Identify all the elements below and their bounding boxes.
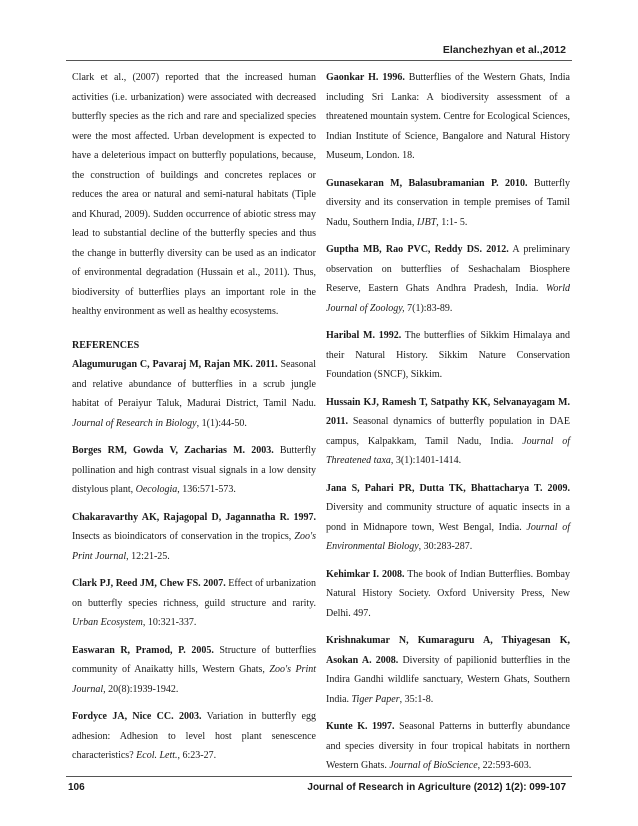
reference-journal: IJBT	[416, 216, 437, 228]
references-list-right	[326, 68, 570, 776]
reference-entry	[72, 508, 316, 567]
reference-text: Variation in butterfly egg adhesion: Adhesion to level host plant senescence characteristics?	[72, 711, 316, 761]
reference-text: Butterfly pollination and high contrast visual signals in a low density distylous plant,	[72, 445, 316, 495]
reference-authors: Krishnakumar N, Kumaraguru A, Thiyagesan K, Asokan A. 2008.	[326, 635, 570, 666]
reference-authors: Fordyce JA, Nice CC. 2003.	[72, 711, 202, 722]
reference-authors: Haribal M. 1992.	[326, 330, 402, 341]
reference-authors: Borges RM, Gowda V, Zacharias M. 2003.	[72, 445, 274, 456]
reference-journal: Zoo's Print Journal,	[72, 664, 316, 695]
header-rule	[66, 60, 572, 61]
reference-authors: Guptha MB, Rao PVC, Reddy DS. 2012.	[326, 244, 509, 255]
running-head: Elanchezhyan et al.,2012	[442, 44, 566, 56]
reference-text: Butterfly diversity and its conservation in temple premises of Tamil Nadu, Southern India,	[326, 177, 571, 228]
reference-authors: Clark PJ, Reed JM, Chew FS. 2007.	[72, 578, 226, 589]
reference-entry	[326, 240, 570, 318]
reference-volume: , 136:571-573.	[177, 484, 236, 495]
reference-journal: Journal of Environmental Biology	[326, 521, 570, 552]
reference-authors: Chakaravarthy AK, Rajagopal D, Jagannatha R. 1997.	[72, 511, 316, 523]
references-list-left	[72, 355, 316, 766]
reference-entry	[72, 707, 316, 766]
references-heading: REFERENCES	[72, 339, 140, 351]
reference-volume: , 35:1-8.	[399, 693, 434, 705]
reference-entry	[326, 174, 570, 233]
reference-journal: Journal of BioScience	[389, 760, 478, 771]
reference-journal: Journal of Research in Biology	[72, 417, 197, 429]
reference-volume: , 1:1- 5.	[436, 216, 468, 228]
reference-authors: Gunasekaran M, Balasubramanian P. 2010.	[326, 177, 528, 189]
footer-rule	[66, 776, 572, 777]
reference-entry	[326, 717, 570, 776]
reference-authors: Easwaran R, Pramod, P. 2005.	[72, 644, 214, 656]
reference-authors: Alagumurugan C, Pavaraj M, Rajan MK. 2011.	[72, 359, 278, 370]
reference-journal: Journal of Threatened taxa	[326, 435, 570, 466]
reference-authors: Gaonkar H. 1996.	[326, 72, 405, 83]
reference-journal: World Journal of Zoology,	[326, 283, 570, 314]
reference-volume: , 10:321-337.	[142, 617, 197, 628]
reference-text: Insects as bioindicators of conservation in the tropics,	[72, 531, 295, 542]
reference-journal: Zoo's Print Journal	[72, 531, 316, 562]
reference-entry	[326, 479, 570, 557]
reference-entry	[326, 68, 570, 166]
reference-text: Effect of urbanization on butterfly species richness, guild structure and rarity.	[72, 578, 316, 609]
page-number: 106	[68, 782, 85, 793]
reference-entry	[326, 565, 570, 624]
reference-volume: , 12:21-25.	[126, 550, 170, 562]
reference-authors: Kunte K. 1997.	[326, 721, 395, 732]
reference-journal: Oecologia	[135, 484, 178, 495]
reference-text: The butterflies of Sikkim Himalaya and their Natural History. Sikkim Nature Conservation Foundation (SNCF), Sikkim.	[326, 330, 570, 380]
reference-authors: Kehimkar I. 2008.	[326, 568, 405, 580]
reference-volume: , 6:23-27.	[177, 750, 217, 761]
reference-volume: , 1(1):44-50.	[196, 417, 247, 429]
reference-volume: , 30:283-287.	[418, 541, 473, 552]
body-paragraph: Clark et al., (2007) reported that the increased human activities (i.e. urbanization) were associated with decreased butterfly species as the rich and rare and specialized species were the most affected. Urban development is expected to have a deleterious impact on butterfly populations, because, the construction of buildings and concretes replaces or reduces the area or natural and semi-natural habitats (Tiple and Khurad, 2009). Sudden occurrence of abiotic stress may lead to substantial decline of the butterfly species and thus the change in butterfly diversity can be used as an indicator of environmental degradation (Hussain et al., 2011). Thus, biodiversity of butterflies plays an important role in the healthy environment as well as healthy ecosystems.	[72, 72, 316, 317]
reference-text: Seasonal Patterns in butterfly abundance and species diversity in four tropical habitats in northern Western Ghats.	[326, 721, 570, 771]
reference-entry	[72, 641, 316, 700]
reference-entry	[72, 355, 316, 433]
reference-volume: , 22:593-603.	[477, 760, 532, 771]
reference-volume: 20(8):1939-1942.	[105, 683, 179, 695]
reference-volume: 7(1):83-89.	[404, 302, 453, 314]
reference-authors: Jana S, Pahari PR, Dutta TK, Bhattacharya T. 2009.	[326, 482, 570, 494]
reference-text: Seasonal and relative abundance of butterflies in a scrub jungle habitat of Peraiyur Taluk, Madurai District, Tamil Nadu.	[72, 359, 316, 409]
reference-text: The book of Indian Butterflies. Bombay Natural History Society. Oxford University Press, New Delhi. 497.	[326, 568, 570, 619]
reference-entry	[326, 631, 570, 709]
reference-entry	[326, 326, 570, 385]
reference-text: A preliminary observation on butterflies of Seshachalam Biosphere Reserve, Eastern Ghats Andhra Pradesh, India.	[326, 244, 570, 294]
left-column	[72, 68, 316, 774]
footer-journal-citation: Journal of Research in Agriculture (2012) 1(2): 099-107	[307, 782, 566, 793]
reference-entry	[72, 574, 316, 633]
reference-text: Butterflies of the Western Ghats, India including Sri Lanka: A biodiversity assessment of a threatened mountain system. Centre for Ecological Sciences, Indian Institute of Science, Bangalore and Natural History Museum, London. 18.	[326, 72, 570, 161]
reference-text: Diversity of papilionid butterflies in the Indira Gandhi wildlife sanctuary, Western Ghats, Southern India.	[326, 654, 571, 705]
reference-text: Structure of butterflies community of Anaikatty hills, Western Ghats,	[72, 644, 316, 675]
reference-entry	[72, 441, 316, 500]
right-column	[326, 68, 570, 784]
reference-journal: Urban Ecosystem	[72, 617, 143, 628]
reference-text: Seasonal dynamics of butterfly population in DAE campus, Kalpakkam, Tamil Nadu, India.	[326, 416, 570, 447]
reference-authors: Hussain KJ, Ramesh T, Satpathy KK, Selvanayagam M. 2011.	[326, 396, 570, 427]
reference-volume: , 3(1):1401-1414.	[390, 455, 462, 466]
reference-journal: Tiger Paper	[351, 693, 400, 705]
reference-text: Diversity and community structure of aquatic insects in a pond in Midnapore town, West Bengal, India.	[326, 502, 570, 533]
reference-journal: Ecol. Lett.	[136, 750, 178, 761]
reference-entry	[326, 393, 570, 471]
